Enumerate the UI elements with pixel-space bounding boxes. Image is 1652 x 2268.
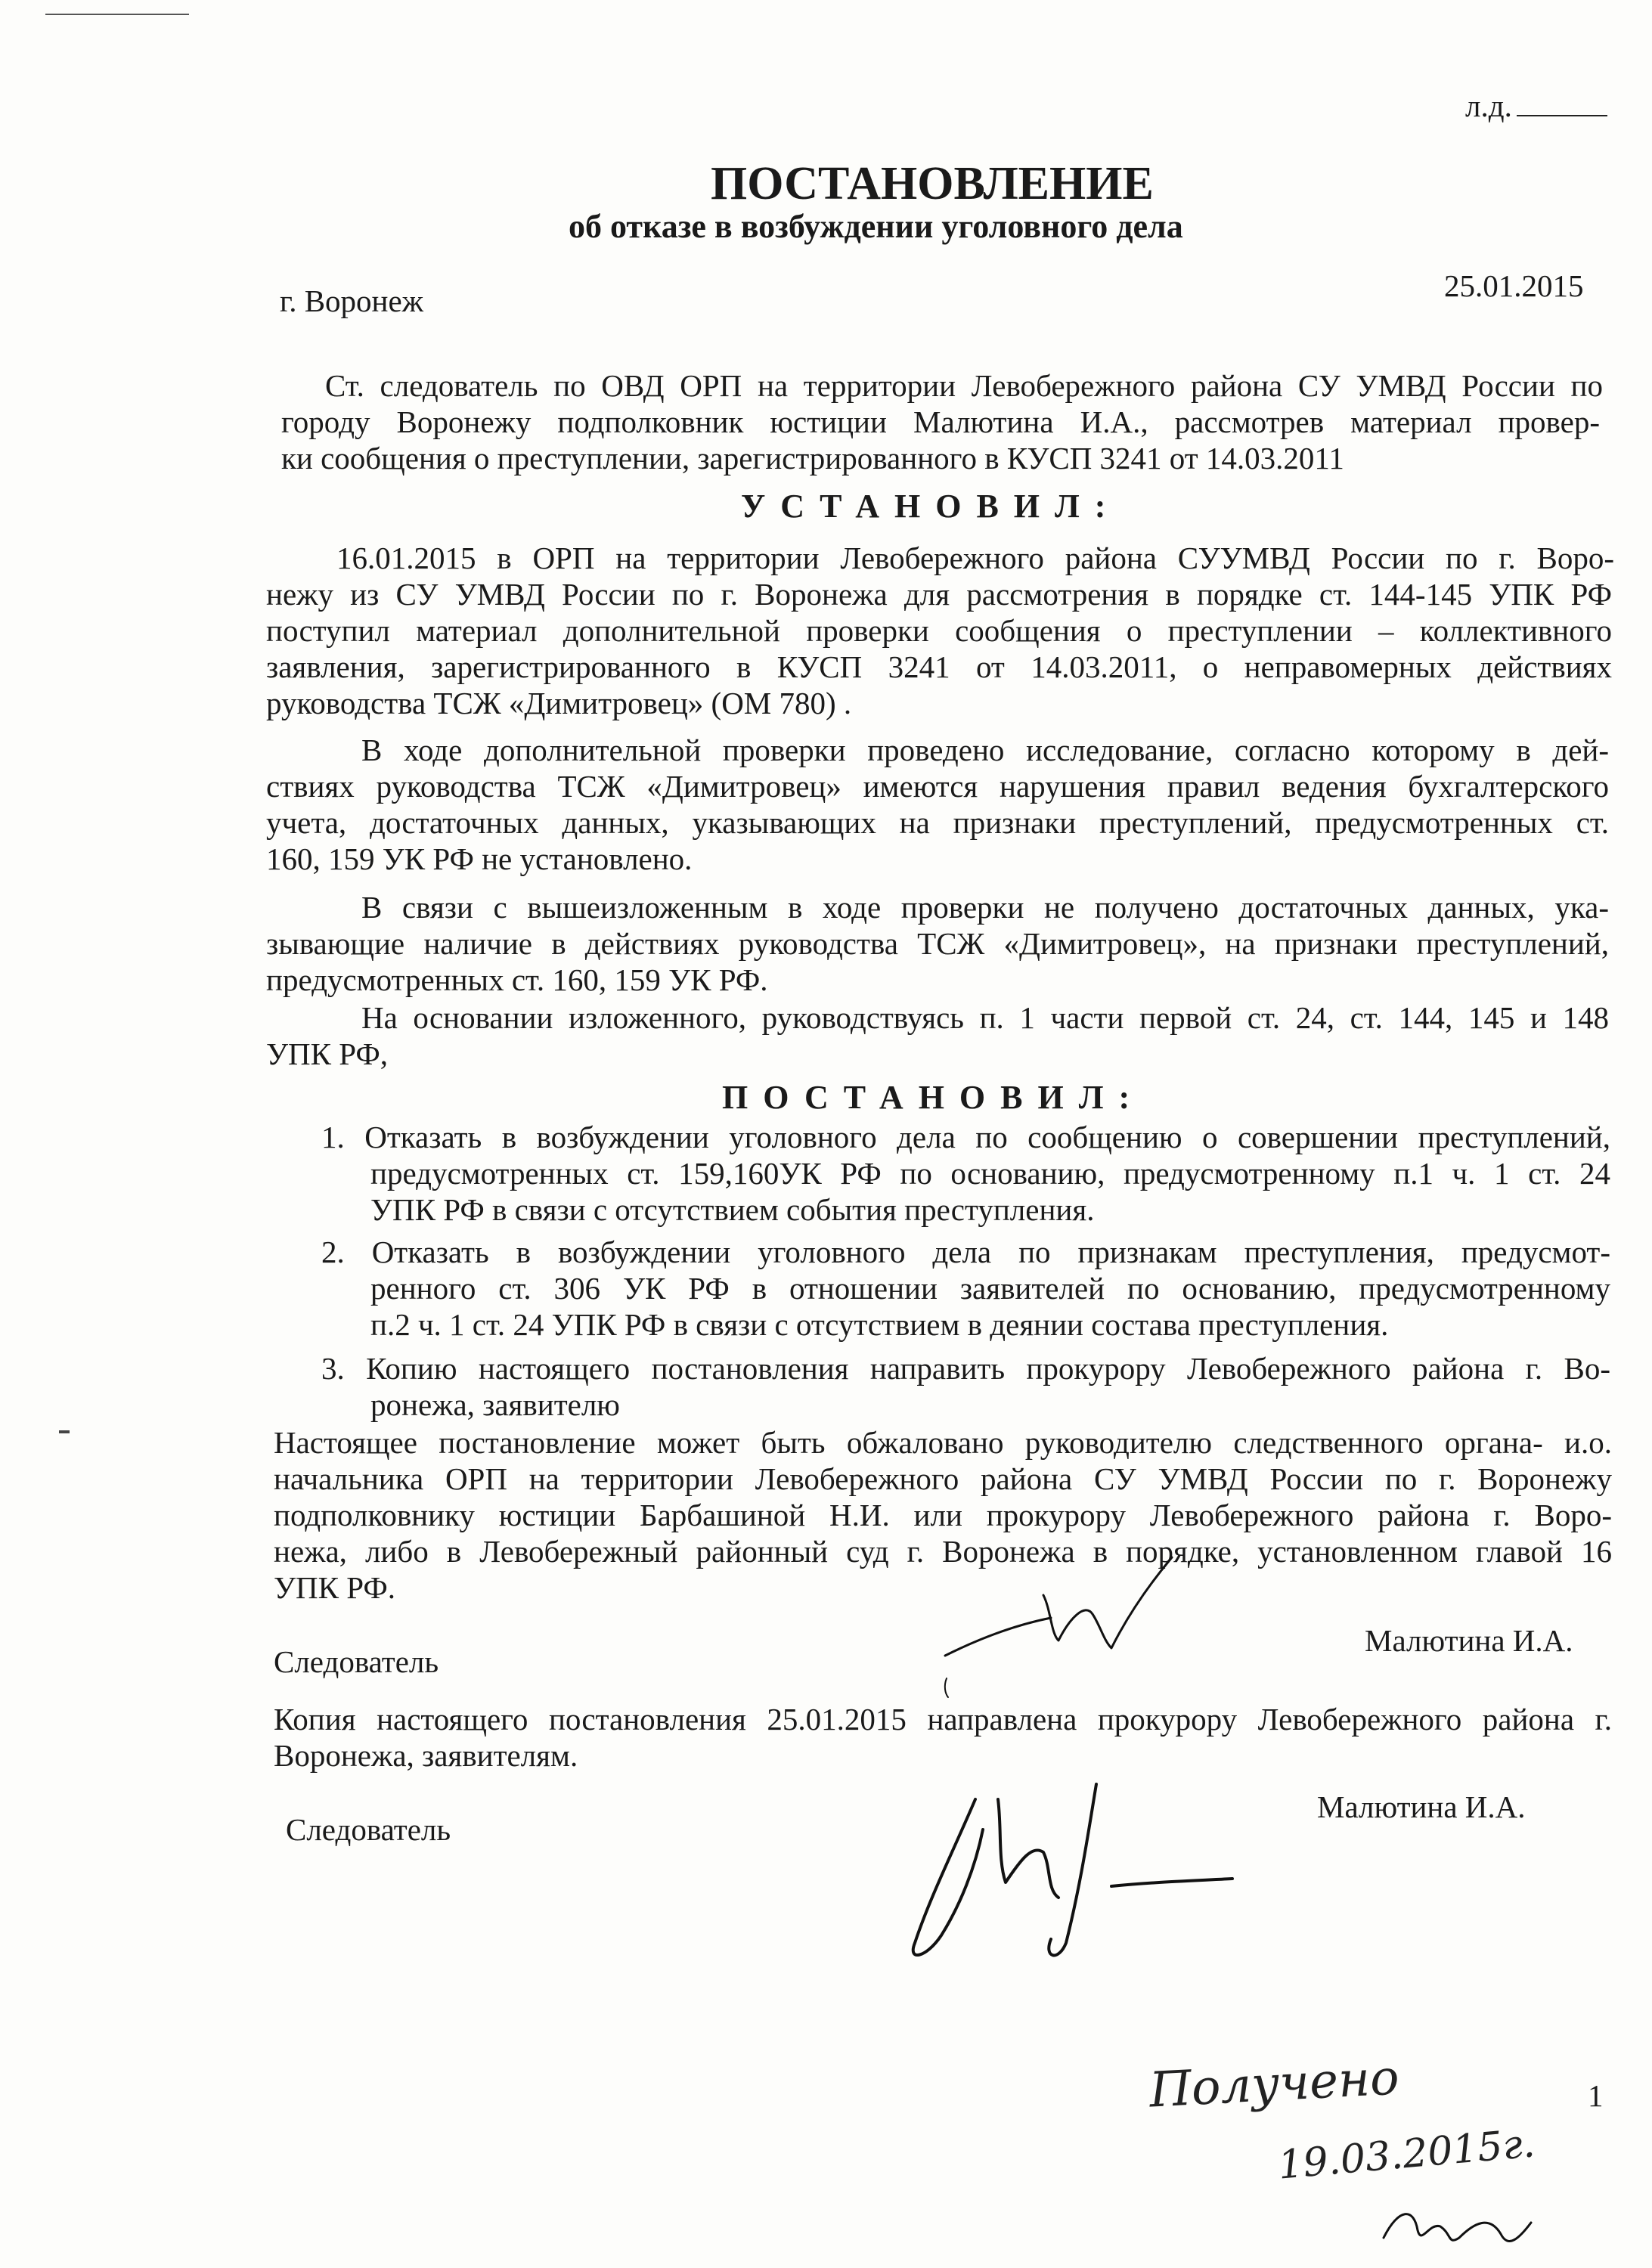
case-reference: л.д. <box>1465 91 1607 122</box>
handwritten-initials <box>1376 2192 1542 2260</box>
established-line-3: поступил материал дополнительной проверки сообщения о преступлении – коллективного <box>266 613 1612 648</box>
established-line-6: В ходе дополнительной проверки проведено исследование, согласно которому в дей- <box>361 733 1609 767</box>
appeal-line-5: УПК РФ. <box>274 1570 395 1605</box>
intro-line-3: ки сообщения о преступлении, зарегистрированного в КУСП 3241 от 14.03.2011 <box>281 441 1344 476</box>
established-line-2: нежу из СУ УМВД России по г. Воронежа для рассмотрения в порядке ст. 144-145 УПК РФ <box>266 577 1612 612</box>
established-line-13: На основании изложенного, руководствуясь п. 1 части первой ст. 24, ст. 144, 145 и 148 <box>361 1000 1609 1035</box>
established-line-10: В связи с вышеизложенным в ходе проверки не получено достаточных данных, ука- <box>361 890 1609 925</box>
established-line-12: предусмотренных ст. 160, 159 УК РФ. <box>266 962 768 997</box>
intro-line-1: Ст. следователь по ОВД ОРП на территории Левобережного района СУ УМВД России по <box>325 368 1603 403</box>
resolved-item-1-cont-1: предусмотренных ст. 159,160УК РФ по основанию, предусмотренному п.1 ч. 1 ст. 24 <box>370 1156 1610 1191</box>
resolved-heading: ПОСТАНОВИЛ: <box>722 1079 1145 1116</box>
established-line-7: ствиях руководства ТСЖ «Димитровец» имеются нарушения правил ведения бухгалтерского <box>266 769 1609 804</box>
appeal-line-4: нежа, либо в Левобережный районный суд г. Воронежа в порядке, установленном главой 16 <box>274 1534 1612 1569</box>
handwritten-note-date: 19.03.2015г. <box>1276 2121 1537 2189</box>
resolved-item-2-cont-2: п.2 ч. 1 ст. 24 УПК РФ в связи с отсутствием в деянии состава преступления. <box>370 1307 1389 1342</box>
scan-edge-line <box>45 14 189 15</box>
established-line-5: руководства ТСЖ «Димитровец» (ОМ 780) . <box>266 686 852 720</box>
signature-role-2: Следователь <box>286 1812 451 1847</box>
resolved-item-1-cont-2: УПК РФ в связи с отсутствием события преступления. <box>370 1192 1095 1227</box>
established-line-8: учета, достаточных данных, указывающих на признаки преступлений, предусмотренных ст. <box>266 805 1609 840</box>
established-line-1: 16.01.2015 в ОРП на территории Левобережного района СУУМВД России по г. Воро- <box>336 541 1614 575</box>
appeal-line-1: Настоящее постановление может быть обжаловано руководителю следственного органа- и.о. <box>274 1425 1612 1460</box>
resolved-item-2-cont-1: ренного ст. 306 УК РФ в отношении заявителей по основанию, предусмотренному <box>370 1271 1610 1306</box>
handwritten-signature-2 <box>869 1769 1278 1966</box>
established-heading: УСТАНОВИЛ: <box>741 488 1121 525</box>
handwritten-note <box>1148 2050 1542 2268</box>
established-line-11: зывающие наличие в действиях руководства ТСЖ «Димитровец», на признаки преступлений, <box>266 926 1609 961</box>
scan-mark <box>59 1430 70 1433</box>
resolved-item-3-cont-1: ронежа, заявителю <box>370 1387 620 1422</box>
appeal-line-2: начальника ОРП на территории Левобережного района СУ УМВД России по г. Воронежу <box>274 1461 1612 1496</box>
document-title: ПОСТАНОВЛЕНИЕ <box>711 158 1154 209</box>
handwritten-note-received: Получено <box>1148 2050 1401 2119</box>
established-line-9: 160, 159 УК РФ не установлено. <box>266 841 693 876</box>
city: г. Воронеж <box>280 284 424 318</box>
established-line-4: заявления, зарегистрированного в КУСП 3241 от 14.03.2011, о неправомерных действиях <box>266 649 1612 684</box>
established-line-14: УПК РФ, <box>266 1036 388 1071</box>
appeal-line-3: подполковнику юстиции Барбашиной Н.И. или прокурору Левобережного района г. Воро- <box>274 1498 1612 1532</box>
resolved-item-2: 2. Отказать в возбуждении уголовного дела по признакам преступления, предусмот- <box>321 1235 1610 1269</box>
page-number: 1 <box>1588 2078 1604 2113</box>
signature-name-2: Малютина И.А. <box>1317 1789 1526 1824</box>
document-subtitle: об отказе в возбуждении уголовного дела <box>569 208 1183 245</box>
handwritten-signature-1 <box>930 1542 1232 1709</box>
document-date: 25.01.2015 <box>1444 268 1584 303</box>
signature-name-1: Малютина И.А. <box>1365 1623 1573 1658</box>
copy-note-line-1: Копия настоящего постановления 25.01.2015 направлена прокурору Левобережного района г. <box>274 1702 1612 1737</box>
copy-note-line-2: Воронежа, заявителям. <box>274 1738 578 1773</box>
signature-role-1: Следователь <box>274 1644 439 1679</box>
resolved-item-1: 1. Отказать в возбуждении уголовного дела по сообщению о совершении преступлений, <box>321 1120 1610 1154</box>
resolved-item-3: 3. Копию настоящего постановления направить прокурору Левобережного района г. Во- <box>321 1351 1610 1386</box>
intro-line-2: городу Воронежу подполковник юстиции Малютина И.А., рассмотрев материал провер- <box>281 404 1600 439</box>
